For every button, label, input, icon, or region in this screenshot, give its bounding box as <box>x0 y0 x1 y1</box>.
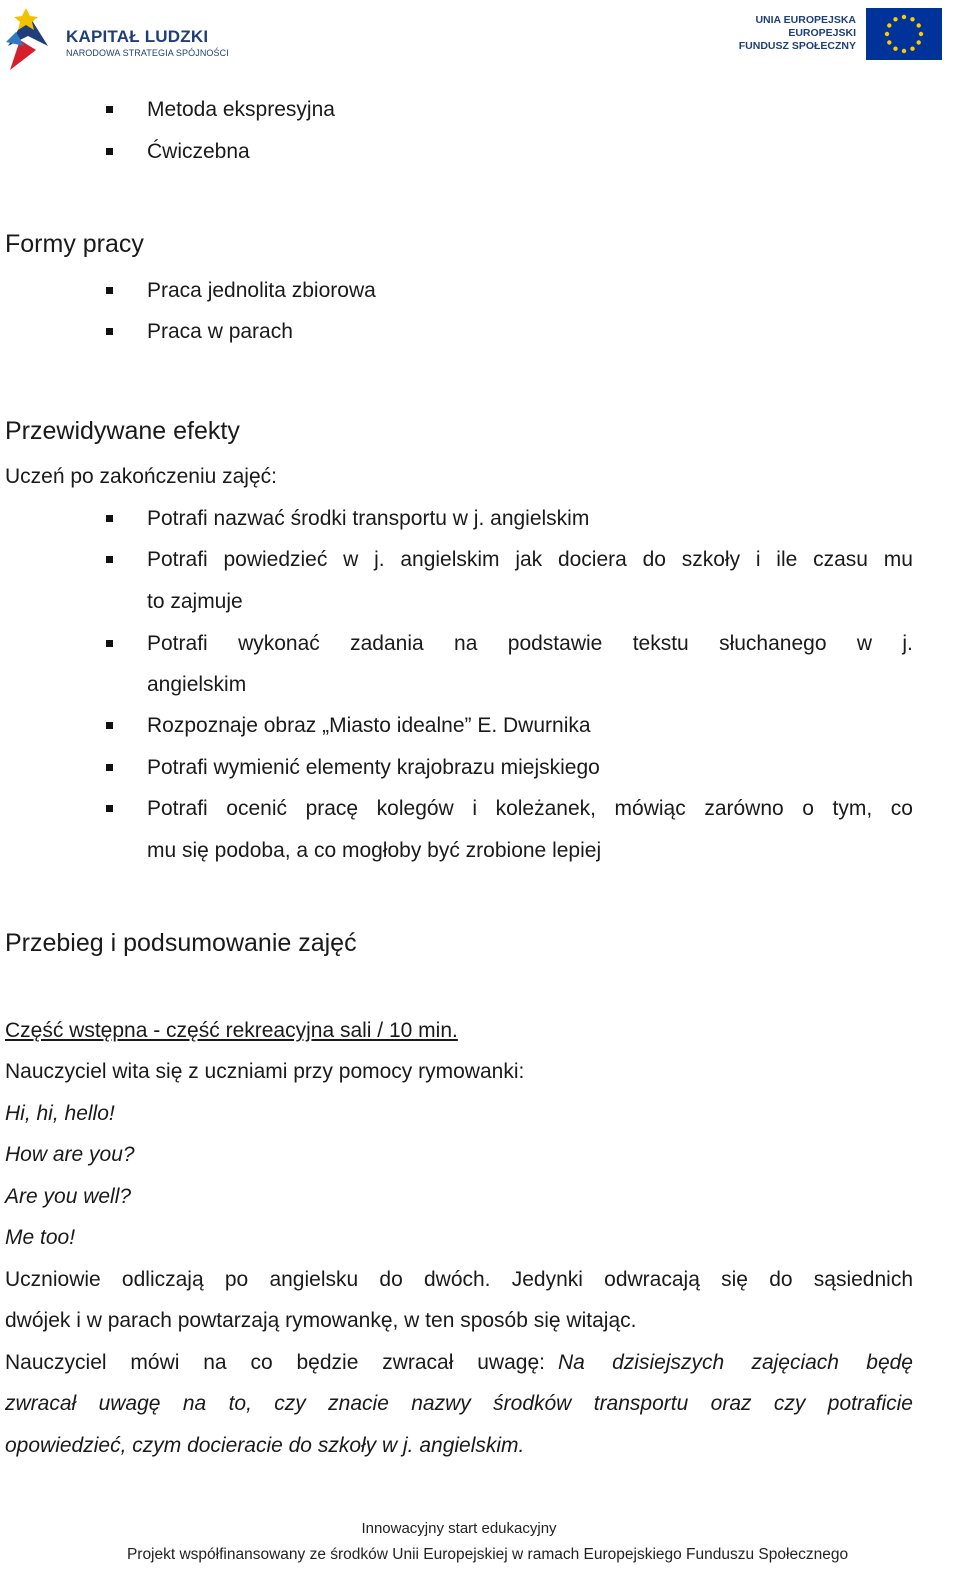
bullet-icon <box>106 515 113 522</box>
lesson-part-title: Część wstępna - część rekreacyjna sali / 10 min. <box>5 1019 458 1042</box>
rhyme-line: Hi, hi, hello! <box>5 1102 115 1125</box>
eu-flag-icon <box>866 8 942 60</box>
form-item: Praca w parach <box>147 320 293 343</box>
teacher-says-quote-line: zwracał uwagę na to, czy znacie nazwy środków transportu oraz czy potraficie <box>5 1392 913 1415</box>
bullet-icon <box>106 106 113 113</box>
kapital-ludzki-logo-icon <box>6 6 50 72</box>
kapital-ludzki-subtitle: NARODOWA STRATEGIA SPÓJNOŚCI <box>66 48 229 58</box>
effect-item-continuation: angielskim <box>147 673 247 696</box>
kapital-ludzki-title: KAPITAŁ LUDZKI <box>66 27 209 46</box>
rhyme-line: Are you well? <box>5 1185 132 1208</box>
bullet-icon <box>106 722 113 729</box>
method-item: Metoda ekspresyjna <box>147 98 335 121</box>
eu-logo-line-2: EUROPEJSKI <box>788 27 856 39</box>
effects-intro: Uczeń po zakończeniu zajęć: <box>5 465 277 488</box>
effect-item: Potrafi wymienić elementy krajobrazu miejskiego <box>147 756 600 779</box>
effect-item: Rozpoznaje obraz „Miasto idealne” E. Dwurnika <box>147 714 591 737</box>
rhyme-line: Me too! <box>5 1226 76 1249</box>
section-heading-forms: Formy pracy <box>5 230 144 258</box>
effect-item-continuation: mu się podoba, a co mogłoby być zrobione lepiej <box>147 839 602 862</box>
teacher-says-line <box>5 1350 913 1376</box>
bullet-icon <box>106 556 113 563</box>
eu-logo-text <box>730 14 856 53</box>
effect-item: Potrafi ocenić pracę kolegów i koleżanek, mówiąc zarówno o tym, co <box>147 797 913 820</box>
teacher-says-intro: Nauczyciel mówi na co będzie zwracał uwagę: <box>5 1351 545 1374</box>
effect-item-continuation: to zajmuje <box>147 590 243 613</box>
teacher-greets-text: Nauczyciel wita się z uczniami przy pomocy rymowanki: <box>5 1060 525 1083</box>
form-item: Praca jednolita zbiorowa <box>147 279 376 302</box>
effect-item: Potrafi wykonać zadania na podstawie tekstu słuchanego w j. <box>147 632 913 655</box>
bullet-icon <box>106 328 113 335</box>
teacher-says-quote-line: opowiedzieć, czym docieracie do szkoły w j. angielskim. <box>5 1434 525 1457</box>
bullet-icon <box>106 287 113 294</box>
method-item: Ćwiczebna <box>147 140 250 163</box>
rhyme-line: How are you? <box>5 1143 135 1166</box>
bullet-icon <box>106 805 113 812</box>
document-header <box>0 0 960 80</box>
section-heading-effects: Przewidywane efekty <box>5 417 240 445</box>
footer-project-name: Innowacyjny start edukacyjny <box>361 1520 557 1537</box>
effect-item: Potrafi powiedzieć w j. angielskim jak dociera do szkoły i ile czasu mu <box>147 548 913 571</box>
eu-logo-line-3: FUNDUSZ SPOŁECZNY <box>738 40 856 52</box>
pairs-paragraph-line: Uczniowie odliczają po angielsku do dwóch. Jedynki odwracają się do sąsiednich <box>5 1268 913 1291</box>
effect-item: Potrafi nazwać środki transportu w j. angielskim <box>147 507 590 530</box>
section-heading-lesson: Przebieg i podsumowanie zajęć <box>5 929 357 957</box>
pairs-paragraph-line: dwójek i w parach powtarzają rymowankę, w ten sposób się witając. <box>5 1309 637 1332</box>
footer-cofinancing-note: Projekt współfinansowany ze środków Unii Europejskiej w ramach Europejskiego Funduszu Społecznego <box>126 1546 849 1563</box>
bullet-icon <box>106 764 113 771</box>
bullet-icon <box>106 640 113 647</box>
eu-logo-line-1: UNIA EUROPEJSKA <box>755 14 856 26</box>
teacher-says-quote: Na dzisiejszych zajęciach będę <box>558 1351 913 1374</box>
bullet-icon <box>106 148 113 155</box>
